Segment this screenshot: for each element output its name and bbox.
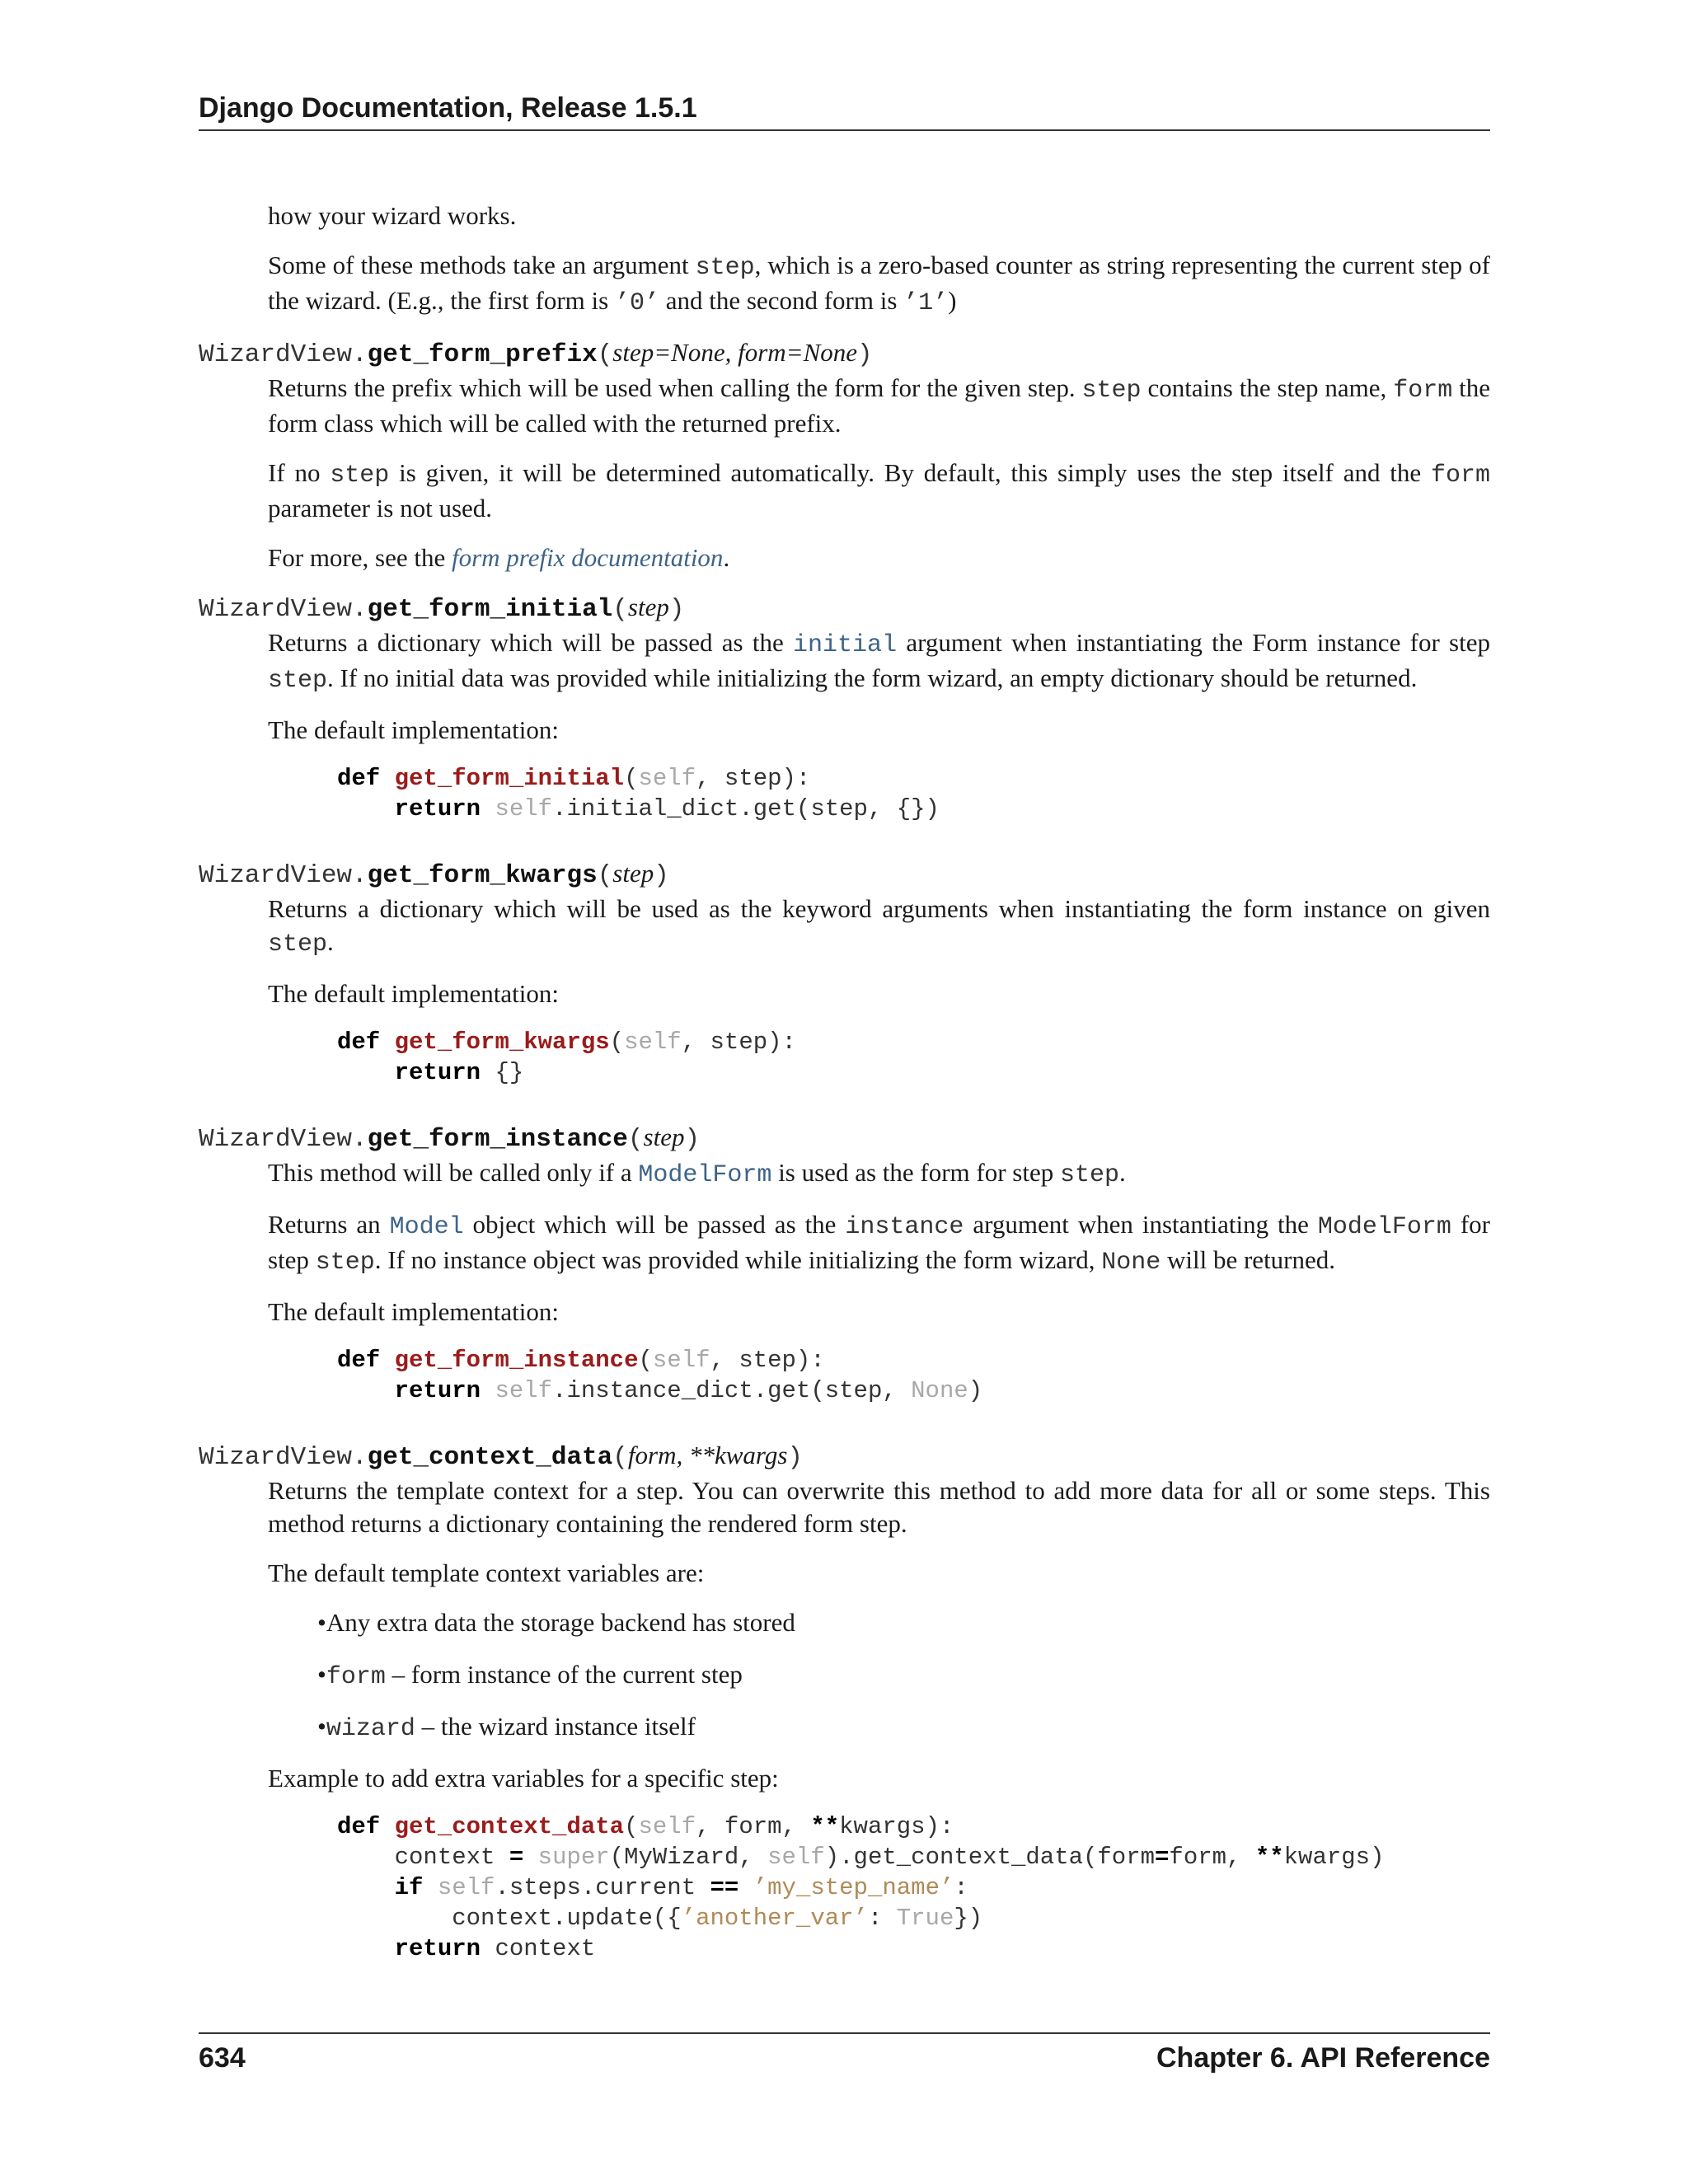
method-get-form-initial: [199, 591, 1490, 824]
text: . If no initial data was provided while initializing the form wizard, an empty dictionary should be returned.: [327, 663, 1418, 692]
method-args: step: [643, 1122, 685, 1151]
inline-code: None: [1101, 1249, 1161, 1277]
desc-paragraph: [268, 1156, 1490, 1192]
method-signature: [199, 591, 1490, 626]
method-get-context-data: [199, 1439, 1490, 1964]
code-text: .initial_dict.get(step, {}): [552, 795, 940, 823]
paren-open: (: [597, 340, 613, 369]
inline-code: step: [1059, 1161, 1119, 1189]
intro-paragraph-1: how your wizard works.: [268, 201, 517, 230]
method-name: get_form_kwargs: [367, 861, 598, 890]
paren-close: ): [857, 340, 873, 369]
code-self: self: [624, 1029, 682, 1056]
desc-paragraph: Returns the template context for a step. You can overwrite this method to add more data for all or some steps. This method returns a dictionary containing the rendered form step.: [268, 1476, 1490, 1538]
code-function-name: get_form_initial: [394, 765, 625, 792]
text: contains the step name,: [1141, 373, 1394, 402]
text: argument when instantiating the: [964, 1210, 1318, 1239]
text: For more, see the: [268, 543, 452, 572]
text: – form instance of the current step: [385, 1660, 743, 1689]
desc-paragraph: Example to add extra variables for a specific step:: [268, 1764, 779, 1793]
inline-code: form: [1393, 377, 1453, 405]
inline-code: ModelForm: [1317, 1213, 1451, 1241]
inline-code: step: [330, 462, 390, 490]
code-text: ): [968, 1377, 983, 1404]
text: , which is a zero-based counter as string representing the current step of the wizard. (E.g., the first form is: [268, 251, 1490, 315]
code-text: kwargs): [1283, 1844, 1385, 1871]
code-self: self: [495, 795, 553, 823]
inline-code: form: [326, 1663, 386, 1691]
text: is used as the form for step: [771, 1158, 1060, 1187]
method-name: get_form_initial: [367, 595, 613, 624]
text: Returns a dictionary which will be used as the keyword arguments when instantiating the form instance on given: [268, 894, 1490, 923]
method-get-form-instance: [199, 1121, 1490, 1406]
intro-paragraph-2: [268, 249, 1490, 320]
code-operator: ==: [710, 1874, 739, 1901]
text: – the wizard instance itself: [415, 1712, 696, 1741]
code-operator: **: [1254, 1844, 1284, 1871]
inline-code: instance: [845, 1213, 964, 1241]
code-text: , form,: [696, 1813, 811, 1840]
text: ): [948, 286, 957, 315]
text: . If no instance object was provided while initializing the form wizard,: [374, 1245, 1102, 1274]
page-number: 634: [199, 2042, 246, 2074]
code-keyword: return: [394, 1935, 481, 1962]
class-name: WizardView.: [199, 595, 368, 624]
code-operator: **: [810, 1813, 840, 1840]
list-item: [317, 1710, 1490, 1746]
text: This method will be called only if a: [268, 1158, 639, 1187]
code-function-name: get_context_data: [394, 1813, 625, 1840]
code-operator: =: [1155, 1844, 1170, 1871]
class-name: WizardView.: [199, 340, 368, 369]
code-text: , step):: [696, 765, 811, 792]
modelform-link[interactable]: ModelForm: [638, 1161, 772, 1189]
code-text: context.update({: [452, 1905, 682, 1932]
desc-paragraph: The default implementation:: [268, 1297, 559, 1326]
inline-code: step: [315, 1249, 375, 1277]
paren-close: ): [684, 1125, 701, 1154]
text: .: [1119, 1158, 1126, 1187]
code-text: .instance_dict.get(step,: [552, 1377, 912, 1404]
code-text: [523, 1844, 537, 1871]
list-item: [317, 1606, 1490, 1642]
text: Any extra data the storage backend has stored: [326, 1608, 795, 1637]
desc-paragraph: [268, 626, 1490, 697]
text: will be returned.: [1160, 1245, 1336, 1274]
inline-code: step: [1081, 377, 1142, 405]
code-self: self: [767, 1844, 825, 1871]
code-self: self: [638, 765, 696, 792]
list-item: [317, 1658, 1490, 1694]
text: Returns the prefix which will be used when calling the form for the given step.: [268, 373, 1082, 402]
code-block: def get_form_instance(self, step): return self.instance_dict.get(step, None): [337, 1347, 983, 1404]
code-keyword: return: [394, 795, 481, 823]
method-name: get_form_prefix: [367, 340, 598, 369]
method-description: [268, 1156, 1490, 1406]
method-name: get_form_instance: [367, 1125, 628, 1154]
code-string: ’my_step_name’: [753, 1874, 954, 1901]
code-keyword: def: [337, 1813, 381, 1840]
desc-paragraph: The default template context variables are:: [268, 1558, 705, 1587]
desc-paragraph: [268, 372, 1490, 440]
paren-open: (: [612, 595, 628, 624]
inline-code: ’0’: [614, 289, 659, 317]
paren-open: (: [612, 1443, 628, 1472]
text: Some of these methods take an argument: [268, 251, 696, 279]
header-rule: [199, 129, 1490, 131]
desc-paragraph: [268, 457, 1490, 525]
text: Returns a dictionary which will be passed as the: [268, 628, 794, 657]
text: is given, it will be determined automatically. By default, this simply uses the step itself and the: [389, 458, 1431, 487]
code-self: self: [495, 1377, 553, 1404]
code-text: , step):: [710, 1347, 825, 1374]
class-name: WizardView.: [199, 1443, 368, 1472]
desc-paragraph: [268, 541, 1490, 574]
code-text: :: [954, 1874, 968, 1901]
paren-close: ): [787, 1443, 803, 1472]
code-constant: True: [896, 1905, 954, 1932]
class-name: WizardView.: [199, 861, 368, 890]
code-self: self: [437, 1874, 495, 1901]
code-text: context: [394, 1844, 509, 1871]
desc-paragraph: [268, 1208, 1490, 1279]
class-name: WizardView.: [199, 1125, 368, 1154]
inline-code: ’1’: [903, 289, 949, 317]
code-keyword: if: [394, 1874, 424, 1901]
text: parameter is not used.: [268, 494, 493, 523]
text: object which will be passed as the: [463, 1210, 846, 1239]
code-self: self: [652, 1347, 710, 1374]
code-keyword: return: [394, 1059, 481, 1086]
code-text: .steps.current: [495, 1874, 710, 1901]
desc-paragraph: The default implementation:: [268, 979, 559, 1008]
text: for step: [268, 1210, 1490, 1274]
code-block: def get_form_initial(self, step): return self.initial_dict.get(step, {}): [337, 765, 940, 823]
inline-code: step: [268, 930, 328, 958]
inline-code: step: [268, 667, 328, 695]
model-link[interactable]: Model: [389, 1213, 464, 1241]
method-args: step=None, form=None: [612, 338, 858, 367]
method-description: [268, 626, 1490, 824]
desc-paragraph: [268, 893, 1490, 961]
code-text: ).get_context_data(form: [824, 1844, 1156, 1871]
inline-code: step: [695, 254, 755, 282]
code-text: kwargs):: [839, 1813, 954, 1840]
method-args: step: [612, 859, 654, 888]
code-function-name: get_form_instance: [394, 1347, 639, 1374]
code-text: context: [481, 1935, 596, 1962]
page-content: [199, 199, 1490, 1997]
text: the form class which will be called with the returned prefix.: [268, 373, 1491, 438]
code-text: [738, 1874, 753, 1901]
code-string: ’another_var’: [681, 1905, 868, 1932]
initial-link[interactable]: initial: [793, 631, 898, 659]
code-text: , step):: [681, 1029, 796, 1056]
code-builtin: super: [537, 1844, 610, 1871]
code-keyword: def: [337, 1029, 381, 1056]
code-self: self: [638, 1813, 696, 1840]
method-description: [268, 372, 1490, 574]
paren-close: ): [654, 861, 669, 890]
method-get-form-kwargs: [199, 857, 1490, 1088]
text: and the second form is: [659, 286, 904, 315]
method-signature: [199, 1439, 1490, 1474]
code-constant: None: [911, 1377, 968, 1404]
method-args: step: [627, 593, 669, 621]
footer-rule: [199, 2032, 1490, 2034]
method-args: form, **kwargs: [627, 1441, 788, 1469]
code-keyword: def: [337, 1347, 381, 1374]
form-prefix-documentation-link[interactable]: form prefix documentation: [451, 543, 724, 572]
text: Returns an: [268, 1210, 390, 1239]
paren-open: (: [627, 1125, 644, 1154]
text: If no: [268, 458, 331, 487]
code-text: (MyWizard,: [609, 1844, 768, 1871]
code-text: }): [954, 1905, 983, 1932]
code-text: form,: [1169, 1844, 1255, 1871]
method-signature: [199, 1121, 1490, 1156]
page-header-title: Django Documentation, Release 1.5.1: [199, 92, 697, 124]
paren-close: ): [668, 595, 685, 624]
method-name: get_context_data: [367, 1443, 613, 1472]
method-get-form-prefix: [199, 336, 1490, 574]
inline-code: form: [1430, 462, 1490, 490]
chapter-title: Chapter 6. API Reference: [1156, 2042, 1490, 2074]
text: .: [723, 543, 730, 572]
method-signature: [199, 857, 1490, 893]
paren-open: (: [597, 861, 613, 890]
code-text: :: [867, 1905, 897, 1932]
text: .: [327, 927, 334, 956]
method-description: [268, 1474, 1490, 1964]
text: argument when instantiating the Form instance for step: [897, 628, 1490, 657]
desc-paragraph: The default implementation:: [268, 715, 559, 744]
code-function-name: get_form_kwargs: [394, 1029, 610, 1056]
inline-code: wizard: [326, 1715, 415, 1743]
code-operator: =: [509, 1844, 524, 1871]
code-block: def get_context_data(self, form, **kwargs): context = super(MyWizard, self).get_context_data(form=form, **kwargs) if self.steps.current == ’my_step_name’: context.update({’another_var’: True}) return context: [337, 1813, 1385, 1962]
method-signature: [199, 336, 1490, 372]
code-keyword: def: [337, 765, 381, 792]
context-variables-list: [268, 1606, 1490, 1746]
code-block: def get_form_kwargs(self, step): return {}: [337, 1029, 796, 1086]
code-text: {}: [495, 1059, 524, 1086]
code-keyword: return: [394, 1377, 481, 1404]
method-description: [268, 893, 1490, 1088]
